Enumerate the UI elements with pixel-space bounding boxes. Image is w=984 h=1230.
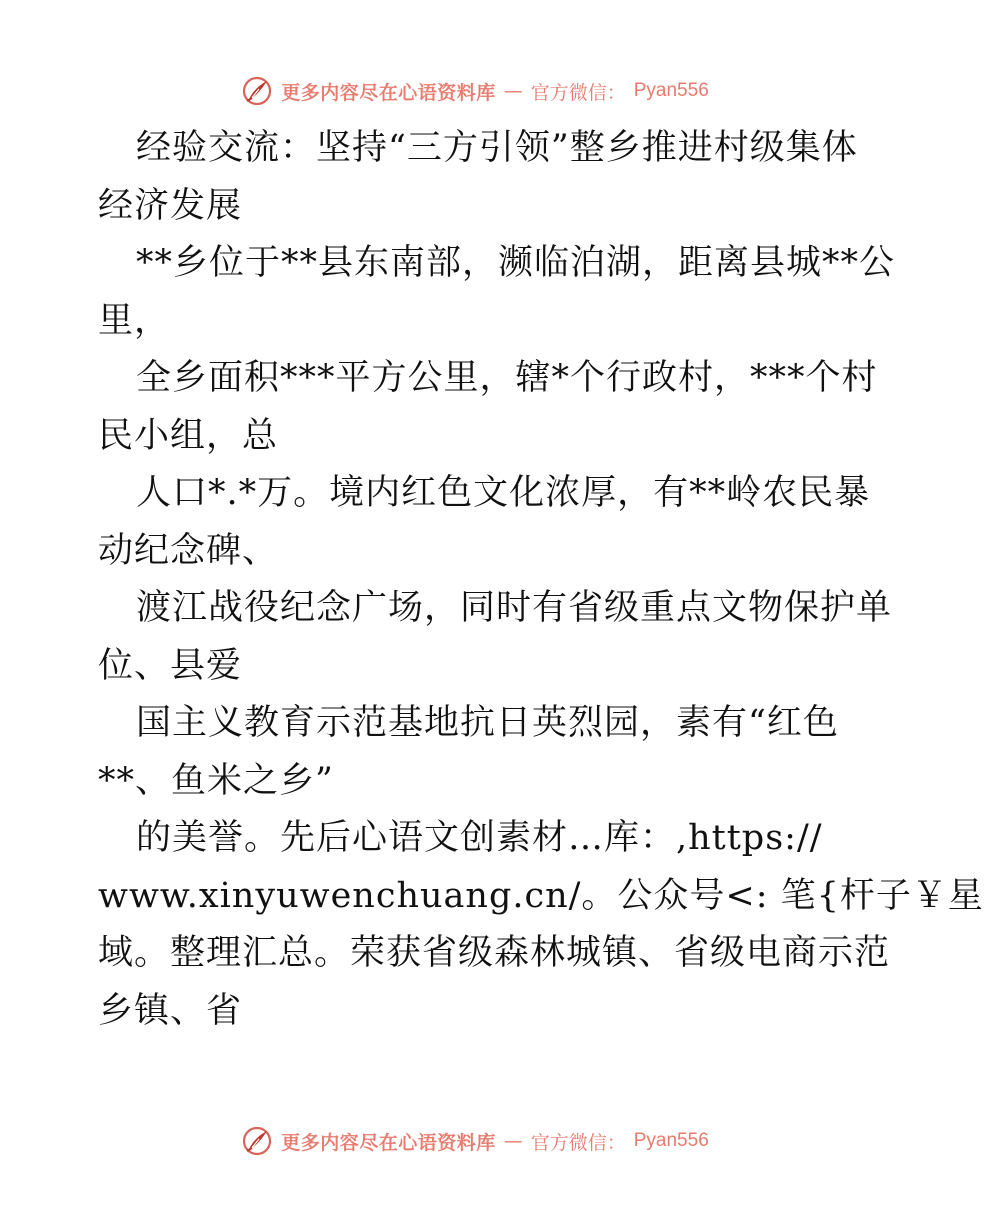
paragraph-line: 全乡面积***平方公里，辖*个行政村，***个村	[136, 358, 878, 398]
paragraph-line: www.xinyuwenchuang.cn/。公众号<: 笔{杆子￥星	[98, 875, 984, 916]
header-site-text: 更多内容尽在心语资料库	[281, 81, 496, 104]
paragraph-line: 的美誉。先后心语文创素材…库：,https://	[136, 818, 823, 858]
paragraph-line: **、鱼米之乡”	[98, 760, 334, 801]
paragraph-line: 经验交流：坚持“三方引领”整乡推进村级集体	[136, 128, 858, 168]
paragraph-line: 经济发展	[98, 185, 243, 226]
header-separator: —	[503, 80, 523, 102]
paragraph-line: 渡江战役纪念广场，同时有省级重点文物保护单	[136, 588, 893, 628]
footer-wechat-label: 官方微信：	[530, 1131, 626, 1154]
paragraph-line: 乡镇、省	[98, 990, 243, 1031]
paragraph-line: 动纪念碑、	[98, 530, 279, 571]
paragraph-line: **乡位于**县东南部，濒临泊湖，距离县城**公	[136, 243, 896, 283]
footer-banner	[0, 1121, 950, 1161]
header-banner	[0, 71, 950, 111]
paragraph-line: 域。整理汇总。荣获省级森林城镇、省级电商示范	[98, 933, 891, 973]
header-wechat-label: 官方微信：	[530, 81, 626, 104]
footer-site-text: 更多内容尽在心语资料库	[281, 1131, 496, 1154]
footer-separator: —	[503, 1130, 523, 1152]
paragraph-line: 民小组，总	[98, 415, 279, 456]
feather-pen-logo-icon	[241, 75, 273, 107]
paragraph-line: 国主义教育示范基地抗日英烈园，素有“红色	[136, 703, 839, 743]
paragraph-line: 人口*.*万。境内红色文化浓厚，有**岭农民暴	[136, 473, 871, 513]
footer-wechat-id: Pyan556	[633, 1130, 709, 1151]
feather-pen-logo-icon	[241, 1125, 273, 1157]
paragraph-line: 里，	[98, 300, 171, 341]
document-body	[98, 120, 984, 1040]
paragraph-line: 位、县爱	[98, 645, 243, 686]
header-wechat-id: Pyan556	[633, 80, 709, 101]
